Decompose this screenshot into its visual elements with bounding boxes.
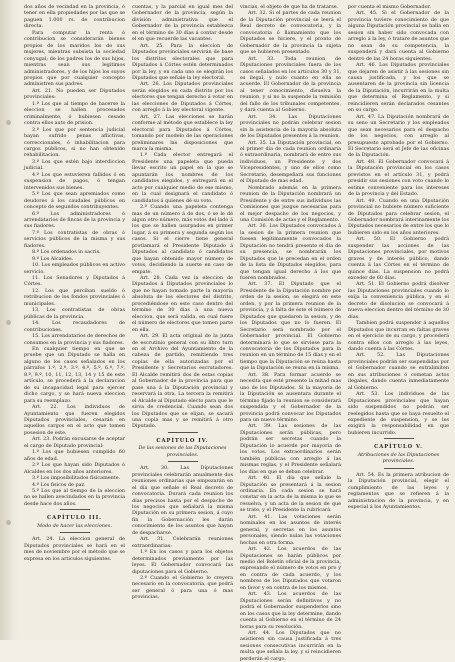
chapter-subtitle: De las sesiones de las Diputaciones provinciales.: [138, 445, 227, 458]
paragraph: Art. 27. Las elecciones se harán conforme al método que establece la ley electoral para Diputados á Córtes, tomando por modelo de las operaciones preliminares las disposiciones que marca la misma.: [132, 113, 233, 152]
paragraph: Art. 50. El Gobierno podrá suspender las acciones de las Diputaciones provinciales, por motivos graves y de interés público, dando cuenta á las Córtes en el término de quince días. La suspension no podrá exceder de 60 días.: [348, 236, 449, 282]
paragraph: Art. 39. Las sesiones de las Diputaciones serán públicas, pero podrán ser secretas cuando la Diputación lo acuerde por mayoría de los votos. Los extraordinarios serán también públicas con arreglo á las mismas reglas, y el Presidente señalará los días en que se deban celebrar.: [240, 423, 341, 475]
paragraph: 9.º Los Alcaldes.: [32, 255, 74, 262]
column-2: [132, 4, 233, 636]
paragraph: dos años de vecindad en la provincia, ó tener en ella propiedades por las que se paguen 1.000 rs. de contribucion directa.: [24, 4, 125, 30]
paragraph: Art. 24. La eleccion general de Diputados provinciales se hará en el mes de noviembre por el método que se expresa en los artículos siguientes.: [24, 536, 125, 562]
paragraph: Art. 28. Cada vez la eleccion de Diputados á Diputados provinciales lo que no hayan tomado parte la mayoría absoluta de los electores del distrito, procediéndose en este caso dentro del término de 30 días á una nueva eleccion, que será valida, en cual fuere el número de electores que tomen parte en ella.: [132, 275, 233, 333]
paragraph: Art. 45. Si el Gobernador de la provincia tuviere conocimiento de que alguna Diputación provincial se halla en sesion sin haber sido convocada con arreglo á la ley, ó tratare de asuntos que no sean de su competencia, la suspenderá y dará cuenta al Gobierno dentro de las 24 horas siguientes.: [348, 10, 449, 62]
paragraph: Art. 23. Podrán excusarse de aceptar el cargo de Diputado provincial:: [24, 436, 125, 449]
paragraph: Art. 41. Las votaciones serán nominales en los asuntos de interés general, y secretas en los asuntos personales, siendo nulas las votaciones hechas en otra forma.: [240, 513, 341, 546]
paragraph: En cualquier tiempo en que se pruebe que un Diputado se halla en alguno de los casos señalados en los párrafos 1.º, 2.º, 3.º, 4.º, 5.º, 6.º, 7.º, 8.º, 9.º, 10, 11, 12, 13, 14 y 15 de este artículo, se procederá á la declaracion de su incapacidad legal para ejercer dicho cargo, y se hará nueva eleccion para su reemplazo.: [24, 346, 125, 404]
paragraph: Art. 40. El día que señale la Diputación se presentará á la sesion ordinaria. En cada sesion se hará constar en la acta de la misma lo que se resuelva, y un acta de la sesion de que se trate, y el Presidente la rubricará.: [240, 475, 341, 514]
paragraph: Art. 43. Los acuerdos de las Diputaciones serán definitivos y no podrá el Gobernador suspenderlos sino en los casos que la ley determine, dando cuenta al Gobierno en el término de 24 horas para su resolución.: [240, 591, 341, 630]
paragraph: 1.º Los que hubiesen cumplido 60 años de edad.: [24, 449, 125, 462]
chapter-subtitle: Atribuciones de las Diputaciones provinciales.: [357, 451, 440, 465]
paragraph: Art. 29. El acta original de la junta de escrutinio general con su libro turn en el Archivo del Ayuntamiento de la cabeza de partido, remitiendo tres copias de ella autorizadas por el Presidente y Secretarios escrutadores. El Alcalde remitirá dos de estas copias al Gobernador de la provincia para que pase una á la Diputación provincial y reservará la otra. La tercera la remitirá el Alcalde al Diputado electo para que le sirva de credencial. Cuando sean dos los Diputados que se elijan, se sacará una copia mas y se remitirá á otro Diputado.: [132, 333, 233, 430]
paragraph: Art. 38. Para formar acuerdo se necesita que esté presente la mitad mas uno de los Diputados. Si la mayoría de la Diputación se ausentara durante el término fijado la reunion se considerará suspendida y el Gobernador de la provincia podrá convocar los Diputados para un nuevo término.: [240, 371, 341, 423]
divider: [60, 509, 90, 510]
divider: [168, 461, 198, 462]
divider: [384, 468, 414, 469]
paragraph: cuentas, y la parcial en igual mes del Gobernador de la provincia, según la división administrativa que el Gobernador de la provincia establezca en el término de 30 días á contar desde el en que recuerde las vacantes.: [132, 4, 233, 43]
paragraph: Art. 48. El Gobernador convocará á la Diputación provincial en los casos previstos en el artículo 31, y podrá presidir sus sesiones con voto cuando lo estime conveniente para los intereses de la provincia y del Estado.: [348, 158, 449, 198]
paragraph: 11. Los Senadores y Diputados á Córtes.: [24, 275, 125, 288]
paragraph: Art. 30. Las Diputaciones provinciales celebrarán anualmente dos reuniones ordinarias que empezarán en el día que señale el Real decreto de convocatoria. Durará cada reunion los días precisos hasta por el despacho de los negocios que señalará la misma Diputación en su primera sesion, á cuyo fin la Gobernación les darán conocimiento de los asuntos que hayan de despacharse.: [132, 465, 233, 536]
paragraph: 13. Los contratistas de obras públicas de la provincia.: [24, 307, 125, 320]
paragraph: Art. 21. No pueden ser Diputados provinciales:: [24, 87, 125, 101]
paragraph: 7.º Los contratistas de obras ó servicios públicos de la misma y sus fiadores.: [24, 229, 125, 249]
binding-hole: [6, 120, 11, 125]
paragraph: Art. 25. Para la eleccion de Diputados provinciales servirán de base los distritos electorales que para Diputados á Córtes estén determinados por la ley, y en cada uno se elegirán los Diputados que señale la ley electoral.: [132, 42, 233, 81]
paragraph: 2.º Los que por sentencia judicial hayan sufrido penas aflictivas, correccionales, ó inhabilitacion para cargos públicos, si no han obtenido rehabilitacion.: [24, 126, 125, 159]
paragraph: Art. 36. Los Diputados convocados á la sesion de la primera reunion que fuesen legítimamente convocados la Diputación no tendrá presente el día de su presencia, se nombrarán los Diputados que le precedan en el orden de la lista de Diputados elegidos, para que tengan igual derecho á los que fueren nombrados.: [240, 223, 341, 282]
paragraph: Art. 51. El Gobierno podrá disolver las Diputaciones provinciales cuando lo exija la conveniencia pública, y en el decreto de disolucion se convocará á nueva eleccion dentro del término de 30 días.: [348, 281, 449, 320]
paragraph: 4.º Los fisicos de paz.: [32, 481, 86, 488]
column-4: [348, 4, 449, 636]
paragraph: 1.º En los casos y para los objetos determinados previamente por las leyes. El Gobernador convocará las diputaciones para el Gobierno.: [132, 549, 233, 575]
paragraph: 12. Los que perciban sueldo ó retribucion de los fondos provinciales ó municipales.: [24, 287, 125, 307]
paragraph: 15. Los arrendatarios de derechos de consumos en la provincia y sus fiadores.: [24, 333, 125, 346]
paragraph: Art. 37. El Diputado que el Presidente de la Diputación nombre por orden de la sesion, se elegirá en este orden, y por la primera reunion de la provincia, y á falta de éste el número de Diputados que quedaren la sesion, y de los Diputados que no lo fueren. El Secretario será nombrado por el Gobernador provincial. El Gobierno determinará lo que se sirviese para la convocatoria de los Diputados para la reunion en un término de 15 días y en el tiempo que la Diputación se reúna hasta que la Diputación se reuna en la misma.: [240, 281, 341, 372]
paragraph: Art. 54. Es la primera atribucion de la Diputación provincial, elegir el cumplimiento de las leyes y reglamentos que se refieren á la administracion de la provincia, y en especial á los Ayuntamientos.: [348, 471, 449, 510]
paragraph: Art. 33. Toda reunion de Diputaciones provinciales fuera de los casos señalados en los artículos 30 y 31, es ilegal, y nulo cuanto en ella se acuerde. El Gobernador de la provincia al tener conocimiento, disuelva la reunion, y si no la suspende la remisión del fallo de los tribunales competentes, y dará cuenta al Gobierno.: [240, 55, 341, 114]
paragraph: Art. 44. Los Diputados que no asistieren sin causa justificada á tres sesiones consecutivas incurrirán en la multa que señala la ley, y si reincidieren perderán el cargo.: [240, 629, 341, 662]
paragraph: 10. Los empleados públicos en activo servicio.: [24, 262, 125, 275]
paragraph: 8.º Los ordenados in sacris.: [32, 249, 101, 256]
paragraph: Art. 53. Los individuos de las Diputaciones provinciales que hayan sido suspendidos no podrán ser reelegidos hasta que se haya resuelto el expediente de suspension, y se les exigirá la responsabilidad en que hubieren incurrido.: [348, 391, 449, 436]
binding-hole: [6, 320, 11, 325]
paragraph: Art. 49. Cuando en una Diputación provincial no hubiere número suficiente de Diputados para celebrar sesion, el Gobernador nombrará interinamente los Diputados necesarios de entre los que lo hubieren sido en los años anteriores.: [348, 197, 449, 236]
column-1: [24, 4, 125, 636]
paragraph: 14. Los recaudadores de contribuciones.: [24, 320, 125, 333]
paragraph: Art. 26. Los Diputados provinciales serán elegidos en cada distrito por los electores que tengan derecho á votar en las elecciones de Diputados á Córtes, con arreglo á la ley electoral vigente.: [132, 81, 233, 114]
paragraph: por cuenta el mismo Gobernador.: [348, 4, 431, 10]
text-columns: [24, 4, 449, 662]
chapter-heading: CAPÍTULO V.: [374, 444, 423, 451]
paragraph: Art. 42. Los acuerdos de las Diputaciones se harán públicos por medio del Boletín oficial de la provincia, expresando el número de votos en pro y en contra de cada acuerdo, y los nombres de los Diputados que votaron en favor y en contra de los mismos.: [240, 546, 341, 591]
chapter-heading: CAPÍTULO III.: [47, 515, 102, 522]
divider: [60, 532, 90, 533]
chapter-subtitle: Modo de hacer las elecciones.: [37, 522, 112, 529]
paragraph: Art. 32. Si el partes de cada reunion de la Diputación provincial se leerá el Real decreto de convocatoria, y la convocatoria ó llamamiento que los Diputados se hiciere, y el pronto de Gobernador de la provincia la sujeta que se hubieren presentado.: [240, 10, 341, 56]
paragraph: Tambien podrá suspender á aquellos Diputados que incurran en faltas graves en el ejercicio de su cargo, y procederá contra ellos con arreglo á las leyes, dando cuenta á las Córtes.: [348, 320, 449, 353]
paragraph: 6.º Los administradores ó arrendatarios de fincas de la provincia y sus fiadores.: [24, 210, 125, 230]
paragraph: 3.º Los imposibilitados físicamente.: [32, 475, 121, 482]
paragraph: Para computar la renta ó contribucion se considerarán bienes propios de los maridos los de sus mujeres, mientras subsista la sociedad conyugal; de los padres los de sus hijos, mientras sean sus legítimos administradores, y de los hijos los suyos propios que por cualquier concepto administren sus padres.: [24, 29, 125, 88]
binding-hole: [6, 520, 11, 525]
paragraph: 2.º Los que hayan sido Diputados ó Alcaldes en los dos años anteriores.: [24, 462, 125, 475]
paragraph: 4.º Los que estuvieren fallidos ó en suspension de pagos, ó tengan intervenidos sus bienes.: [24, 171, 125, 191]
paragraph: Art. 22. Los individuos de Ayuntamiento que fueren elegidos Diputados provinciales, cesarán en aquellos cargos en el acto que tomen posesion de este.: [24, 404, 125, 436]
paragraph: Art. 46. Los Diputados provinciales que dejaren de asistir á las sesiones sin causa justificada, y los que se ausentaren de la provincia sin licencia de la Diputación, incurrirán en la multa que determina el Reglamento, y si reincidieren serán declarados cesantes en su cargo.: [348, 62, 449, 114]
paragraph: 2.º Cuando el Gobierno lo creyera necesario en la convocatoria, que podrá ser general ó para una ó mas provincias.: [132, 574, 233, 601]
paragraph: 5.º Los que al tiempo de la eleccion no se hallen avecindados en la provincia desde hace dos años.: [24, 487, 125, 507]
paragraph: vincias, el objeto de que ha de tratarse.: [240, 4, 339, 10]
divider: [384, 438, 414, 439]
paragraph: Art. 34. Las Diputaciones provinciales no podrán celebrar sesion sin la asistencia de la mayoría absoluta de los Diputados presentes á la reunion.: [240, 113, 341, 140]
paragraph: 1.º Cada elector entregará el Presidente una papeleta que pueda llevar escrito un papel en la que se apuntarán los nombres de los candidatos elegidos, y entregará en el acto por cualquier medio de ese mismo, en la cual designará el candidato ó candidatos á quienes dé su voto.: [132, 152, 233, 204]
paragraph: 1.º Los que al tiempo de hacerse la eleccion se hallen procesados criminalmente, ó hubiesen cesado contra ellos auto de prision.: [24, 100, 125, 127]
paragraph: Art. 31. Celebrarán reuniones extraordinarias:: [132, 536, 233, 549]
divider: [168, 432, 198, 433]
paragraph: Art. 35. La Diputación provincial, en el primer dia de cada reunion ordinaria ó extraordinaria, nombrará de entre sus individuos, un Presidente y dos Vicepresidentes, y uno de ellos como Secretario, desempeñará sus funciones el Diputado de mas edad.: [240, 139, 341, 185]
paragraph: 3.º Los que estén bajo interdiccion judicial.: [24, 158, 125, 172]
paragraph: 5.º Los que sean apremiados como deudores á los caudales públicos en concepto de segundos contribuyentes.: [24, 191, 125, 211]
paragraph: Art. 47. La Diputación nombrará de su seno un Secretario y los empleados que sean necesarios para el despacho de los negocios, con arreglo al presupuesto aprobado por el Gobierno. El Secretario será el Jefe de las oficinas de la Diputación.: [348, 113, 449, 159]
paragraph: 2.º Cuando una papeleta contenga mas de un número á de dos, ó se le dé algun otro número, más votos del lado á los que se hallen usurpados en primer lugar, á su primera y segunda según los casos. Si el cierre tiene general protlamará el Presidente Diputado á Diputados al candidato ó candidatos que hayan obtenido mayor número de votos, decidiendo la suerte en caso de empate.: [132, 204, 233, 275]
paragraph: Nombrado además en la primera reunion de la Diputación nombrará un Presidente y de entre sus individuos las Comisiones que juzgue necesarias para el mejor despacho de los negocios, y una Comisión de actas y el Reglamento.: [240, 184, 341, 223]
paragraph: Art. 52. Las Diputaciones provinciales podrán ser suspendidas por el Gobernador cuando se extralimiten en sus atribuciones ó cometan actos ilegales, dando cuenta inmediatamente al Gobierno.: [348, 352, 449, 391]
chapter-heading: CAPÍTULO IV.: [156, 437, 209, 444]
column-3: [240, 4, 341, 662]
